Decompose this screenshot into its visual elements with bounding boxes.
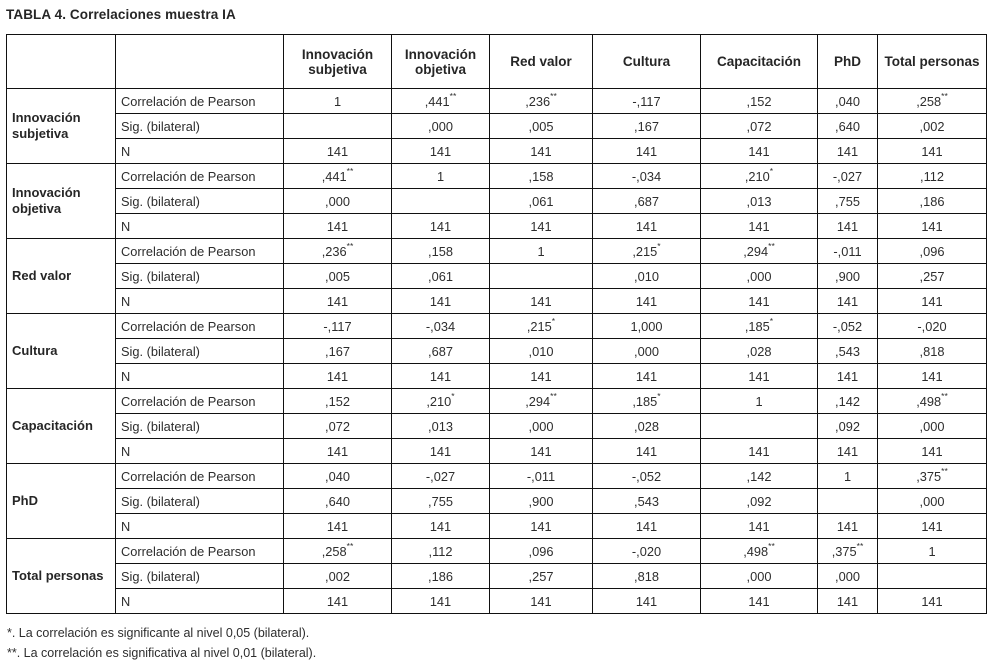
value-cell: 141 [284, 214, 392, 239]
statistic-label: Correlación de Pearson [116, 539, 284, 564]
value-cell: -,052 [818, 314, 878, 339]
statistic-label: Sig. (bilateral) [116, 339, 284, 364]
value-cell: ,375** [818, 539, 878, 564]
value-cell: ,096 [490, 539, 593, 564]
value-cell: 141 [284, 589, 392, 614]
value-cell: 141 [818, 589, 878, 614]
value-cell: ,640 [818, 114, 878, 139]
statistic-label: N [116, 364, 284, 389]
table-row [7, 239, 987, 264]
value-cell: ,257 [490, 564, 593, 589]
value-cell [490, 264, 593, 289]
value-cell: 141 [593, 439, 701, 464]
value-cell: ,158 [392, 239, 490, 264]
value-cell: 141 [701, 439, 818, 464]
value-cell: -,011 [490, 464, 593, 489]
value-cell: ,167 [284, 339, 392, 364]
value-cell: ,258** [284, 539, 392, 564]
value-cell: 141 [284, 139, 392, 164]
value-cell: ,441** [392, 89, 490, 114]
variable-label: Total personas [7, 539, 116, 614]
table-row [7, 339, 987, 364]
table-row [7, 139, 987, 164]
value-cell: ,498** [878, 389, 987, 414]
statistic-label: Sig. (bilateral) [116, 564, 284, 589]
column-header: Red valor [490, 35, 593, 89]
value-cell: ,112 [878, 164, 987, 189]
value-cell: 141 [818, 289, 878, 314]
table-row [7, 364, 987, 389]
value-cell: -,117 [284, 314, 392, 339]
statistic-label: Sig. (bilateral) [116, 414, 284, 439]
table-row [7, 264, 987, 289]
value-cell: ,186 [878, 189, 987, 214]
value-cell: ,186 [392, 564, 490, 589]
value-cell: ,000 [392, 114, 490, 139]
statistic-label: Correlación de Pearson [116, 464, 284, 489]
value-cell: ,257 [878, 264, 987, 289]
value-cell: 1 [284, 89, 392, 114]
value-cell: -,020 [878, 314, 987, 339]
value-cell: 141 [818, 139, 878, 164]
value-cell: 141 [490, 214, 593, 239]
value-cell: 141 [284, 364, 392, 389]
value-cell: ,167 [593, 114, 701, 139]
value-cell: ,375** [878, 464, 987, 489]
statistic-label: Sig. (bilateral) [116, 114, 284, 139]
value-cell: ,152 [701, 89, 818, 114]
value-cell: ,142 [701, 464, 818, 489]
value-cell: ,092 [701, 489, 818, 514]
table-row [7, 289, 987, 314]
value-cell: ,061 [490, 189, 593, 214]
value-cell: ,010 [593, 264, 701, 289]
value-cell: 141 [284, 289, 392, 314]
statistic-label: Sig. (bilateral) [116, 189, 284, 214]
value-cell: ,028 [593, 414, 701, 439]
table-row [7, 164, 987, 189]
value-cell: -,117 [593, 89, 701, 114]
value-cell: 141 [593, 214, 701, 239]
table-row [7, 439, 987, 464]
value-cell: ,040 [818, 89, 878, 114]
value-cell: 141 [878, 364, 987, 389]
value-cell: ,236** [284, 239, 392, 264]
value-cell: ,818 [878, 339, 987, 364]
value-cell: ,640 [284, 489, 392, 514]
table-row [7, 389, 987, 414]
value-cell: ,010 [490, 339, 593, 364]
value-cell: ,185* [593, 389, 701, 414]
value-cell: ,210* [392, 389, 490, 414]
value-cell: 141 [490, 589, 593, 614]
statistic-label: N [116, 439, 284, 464]
value-cell: 141 [593, 514, 701, 539]
statistic-label: Sig. (bilateral) [116, 264, 284, 289]
value-cell: ,013 [392, 414, 490, 439]
value-cell: ,687 [593, 189, 701, 214]
value-cell: 141 [392, 439, 490, 464]
value-cell: 141 [284, 514, 392, 539]
value-cell: 141 [593, 364, 701, 389]
value-cell: ,158 [490, 164, 593, 189]
value-cell: -,027 [392, 464, 490, 489]
table-row [7, 539, 987, 564]
value-cell: 141 [818, 364, 878, 389]
statistic-label: Correlación de Pearson [116, 239, 284, 264]
value-cell: ,028 [701, 339, 818, 364]
variable-label: Red valor [7, 239, 116, 314]
footnote-line: **. La correlación es significativa al nivel 0,01 (bilateral). [7, 646, 317, 660]
statistic-label: Sig. (bilateral) [116, 489, 284, 514]
column-header: Cultura [593, 35, 701, 89]
value-cell: ,215* [490, 314, 593, 339]
value-cell: ,755 [392, 489, 490, 514]
statistic-label: Correlación de Pearson [116, 164, 284, 189]
value-cell: 141 [490, 439, 593, 464]
value-cell: ,000 [878, 414, 987, 439]
statistic-label: N [116, 589, 284, 614]
value-cell: 141 [490, 514, 593, 539]
table-header [7, 35, 987, 89]
value-cell: ,687 [392, 339, 490, 364]
value-cell: ,755 [818, 189, 878, 214]
value-cell: 141 [878, 289, 987, 314]
column-header: Innovación subjetiva [284, 35, 392, 89]
table-body [7, 89, 987, 614]
value-cell: 141 [392, 139, 490, 164]
value-cell: 141 [392, 514, 490, 539]
value-cell: ,072 [284, 414, 392, 439]
value-cell: 1 [701, 389, 818, 414]
value-cell: ,294** [490, 389, 593, 414]
value-cell: 141 [593, 139, 701, 164]
value-cell: ,000 [818, 564, 878, 589]
table-row [7, 489, 987, 514]
value-cell: ,294** [701, 239, 818, 264]
value-cell [818, 489, 878, 514]
value-cell [392, 189, 490, 214]
value-cell: ,142 [818, 389, 878, 414]
variable-label: Capacitación [7, 389, 116, 464]
table-title: TABLA 4. Correlaciones muestra IA [6, 7, 236, 22]
value-cell: 141 [878, 589, 987, 614]
statistic-label: Correlación de Pearson [116, 89, 284, 114]
table-row [7, 464, 987, 489]
value-cell: 141 [392, 289, 490, 314]
value-cell: -,020 [593, 539, 701, 564]
correlation-table [6, 34, 987, 614]
value-cell: ,441** [284, 164, 392, 189]
value-cell: 141 [593, 289, 701, 314]
value-cell: 1,000 [593, 314, 701, 339]
value-cell: ,000 [701, 564, 818, 589]
value-cell: ,543 [818, 339, 878, 364]
value-cell: 141 [818, 214, 878, 239]
table-row [7, 414, 987, 439]
value-cell: ,000 [878, 489, 987, 514]
value-cell [284, 114, 392, 139]
table-row [7, 514, 987, 539]
value-cell: ,185* [701, 314, 818, 339]
value-cell: ,061 [392, 264, 490, 289]
corner-statistic-cell [116, 35, 284, 89]
statistic-label: N [116, 514, 284, 539]
value-cell: 141 [878, 439, 987, 464]
value-cell: 141 [701, 589, 818, 614]
value-cell: ,072 [701, 114, 818, 139]
value-cell: 141 [818, 514, 878, 539]
value-cell: 141 [701, 364, 818, 389]
corner-variable-cell [7, 35, 116, 89]
statistic-label: Correlación de Pearson [116, 389, 284, 414]
value-cell: 1 [392, 164, 490, 189]
value-cell: ,013 [701, 189, 818, 214]
footnotes [6, 623, 986, 663]
value-cell: ,002 [878, 114, 987, 139]
value-cell: 141 [701, 139, 818, 164]
footnote-line: *. La correlación es significante al nivel 0,05 (bilateral). [7, 626, 310, 640]
value-cell: -,011 [818, 239, 878, 264]
value-cell: 1 [818, 464, 878, 489]
table-row [7, 214, 987, 239]
table-row [7, 314, 987, 339]
value-cell: ,000 [701, 264, 818, 289]
value-cell: ,152 [284, 389, 392, 414]
value-cell: ,818 [593, 564, 701, 589]
variable-label: PhD [7, 464, 116, 539]
variable-label: Innovación objetiva [7, 164, 116, 239]
value-cell: 141 [701, 514, 818, 539]
table-row [7, 589, 987, 614]
value-cell: -,052 [593, 464, 701, 489]
value-cell: 141 [284, 439, 392, 464]
value-cell: ,258** [878, 89, 987, 114]
value-cell: 141 [392, 589, 490, 614]
table-row [7, 189, 987, 214]
value-cell: 1 [490, 239, 593, 264]
value-cell: 141 [593, 589, 701, 614]
column-header: Innovación objetiva [392, 35, 490, 89]
statistic-label: N [116, 214, 284, 239]
value-cell: ,112 [392, 539, 490, 564]
value-cell: 141 [490, 289, 593, 314]
value-cell: -,034 [392, 314, 490, 339]
value-cell: 141 [392, 214, 490, 239]
value-cell: ,900 [818, 264, 878, 289]
value-cell: ,215* [593, 239, 701, 264]
value-cell: ,005 [284, 264, 392, 289]
value-cell: ,096 [878, 239, 987, 264]
value-cell: ,000 [593, 339, 701, 364]
value-cell: 141 [818, 439, 878, 464]
value-cell: 141 [878, 139, 987, 164]
value-cell: ,236** [490, 89, 593, 114]
value-cell: 141 [878, 514, 987, 539]
value-cell: ,000 [284, 189, 392, 214]
variable-label: Innovación subjetiva [7, 89, 116, 164]
value-cell: 141 [701, 289, 818, 314]
value-cell: 141 [701, 214, 818, 239]
value-cell: ,002 [284, 564, 392, 589]
value-cell [701, 414, 818, 439]
table-row [7, 114, 987, 139]
value-cell: -,027 [818, 164, 878, 189]
value-cell: 141 [878, 214, 987, 239]
column-header: Capacitación [701, 35, 818, 89]
statistic-label: N [116, 139, 284, 164]
column-header: PhD [818, 35, 878, 89]
value-cell: ,210* [701, 164, 818, 189]
value-cell: 141 [490, 139, 593, 164]
table-row [7, 564, 987, 589]
value-cell: 141 [490, 364, 593, 389]
value-cell: ,543 [593, 489, 701, 514]
value-cell: -,034 [593, 164, 701, 189]
variable-label: Cultura [7, 314, 116, 389]
value-cell: ,000 [490, 414, 593, 439]
statistic-label: N [116, 289, 284, 314]
value-cell: ,900 [490, 489, 593, 514]
value-cell [878, 564, 987, 589]
column-header: Total personas [878, 35, 987, 89]
value-cell: ,040 [284, 464, 392, 489]
value-cell: ,005 [490, 114, 593, 139]
value-cell: ,092 [818, 414, 878, 439]
table-row [7, 89, 987, 114]
value-cell: ,498** [701, 539, 818, 564]
statistic-label: Correlación de Pearson [116, 314, 284, 339]
value-cell: 1 [878, 539, 987, 564]
value-cell: 141 [392, 364, 490, 389]
